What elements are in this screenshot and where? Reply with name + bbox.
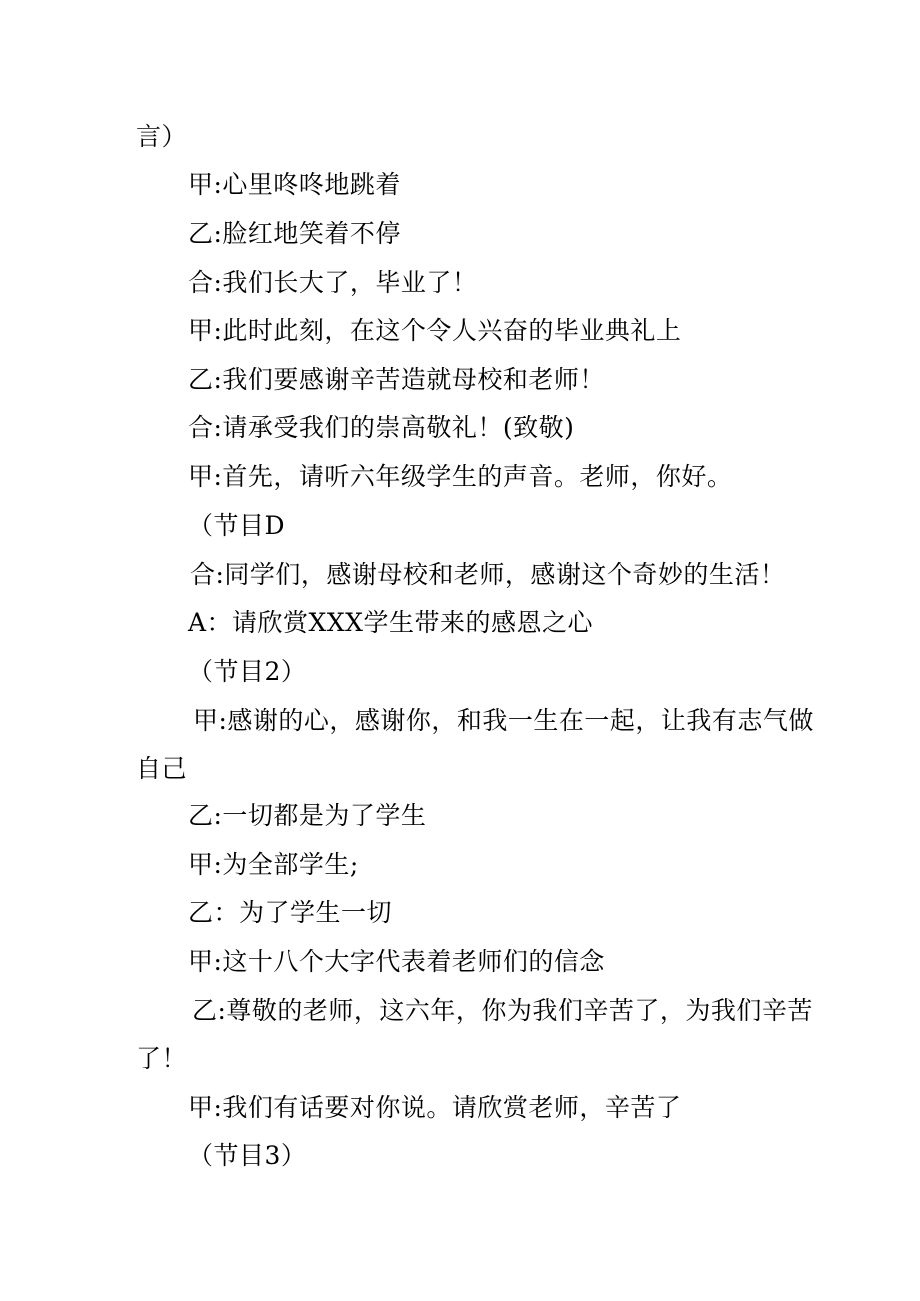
dialogue-line: 乙：为了学生一切: [188, 898, 393, 927]
dialogue-line: 甲:此时此刻，在这个令人兴奋的毕业典礼上: [188, 316, 682, 345]
dialogue-line: 合:同学们，感谢母校和老师，感谢这个奇妙的生活！: [190, 560, 786, 589]
dialogue-line: 乙:脸红地笑着不停: [188, 219, 401, 248]
dialogue-line: 乙:我们要感谢辛苦造就母校和老师！: [188, 365, 605, 394]
dialogue-line: 合:我们长大了，毕业了！: [188, 268, 478, 297]
program-note: （节目D: [188, 511, 286, 540]
dialogue-line: 乙:尊敬的老师，这六年，你为我们辛苦了，为我们辛苦: [192, 996, 813, 1025]
text-line-continuation: 自己: [136, 754, 188, 783]
text-line-continuation: 言）: [136, 122, 188, 151]
program-note: （节目2）: [188, 657, 307, 686]
dialogue-line: 甲:感谢的心，感谢你，和我一生在一起，让我有志气做: [193, 706, 814, 735]
dialogue-line: A：请欣赏XXX学生带来的感恩之心: [188, 608, 593, 637]
dialogue-line: 甲:为全部学生;: [188, 850, 359, 879]
text-line-continuation: 了！: [136, 1044, 188, 1073]
dialogue-line: 甲:心里咚咚地跳着: [188, 170, 401, 199]
dialogue-line: 乙:一切都是为了学生: [188, 801, 427, 830]
dialogue-line: 甲:我们有话要对你说。请欣赏老师，辛苦了: [188, 1093, 682, 1122]
dialogue-line: 甲:首先，请听六年级学生的声音。老师，你好。: [188, 462, 733, 491]
dialogue-line: 甲:这十八个大字代表着老师们的信念: [188, 947, 605, 976]
dialogue-line: 合:请承受我们的崇高敬礼！(致敬): [188, 413, 575, 442]
program-note: （节目3）: [188, 1141, 307, 1170]
